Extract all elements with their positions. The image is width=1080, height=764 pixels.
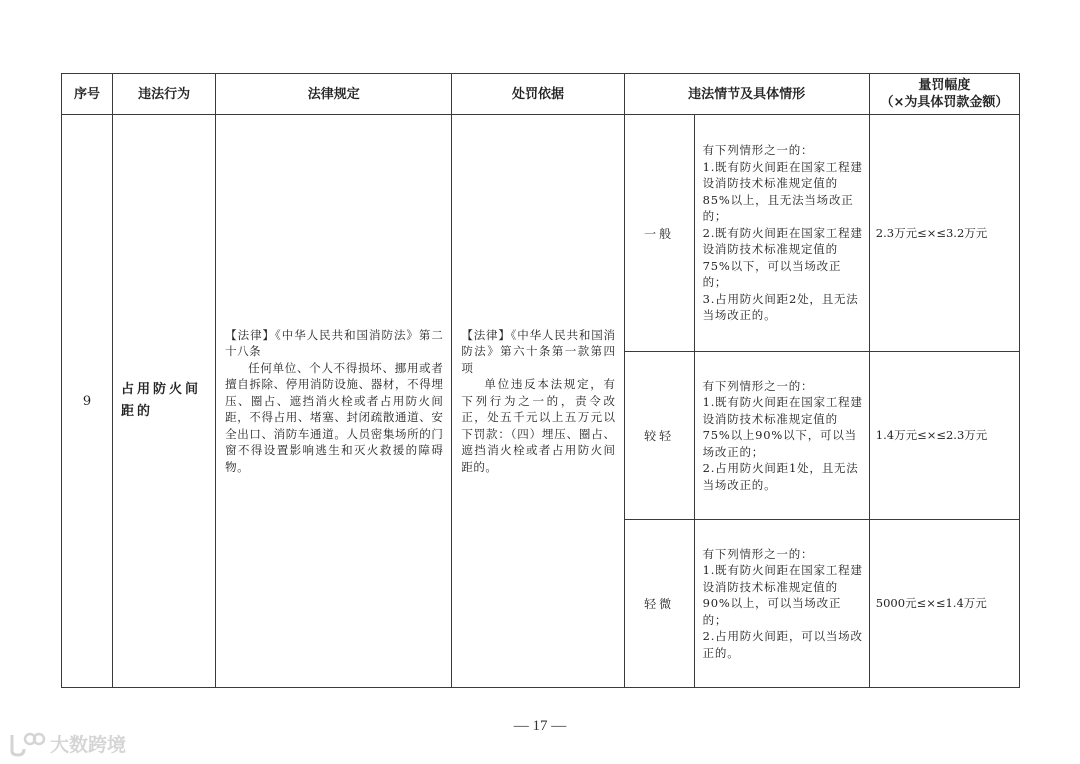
page-number: — 17 — bbox=[513, 718, 567, 734]
detail-line: 有下列情形之一的： bbox=[702, 143, 814, 158]
watermark-text: 大数跨境 bbox=[50, 734, 127, 756]
cell-detail-minor bbox=[694, 520, 869, 688]
cell-level-lighter: 较轻 bbox=[624, 352, 694, 520]
detail-line: 2.占用防火间距，可以当场改正的。 bbox=[702, 629, 863, 660]
cell-basis bbox=[452, 115, 624, 688]
cell-seq: 9 bbox=[62, 115, 113, 688]
header-range-line2: （×为具体罚款金额） bbox=[880, 95, 1009, 110]
header-circumstance: 违法情节及具体情形 bbox=[624, 74, 869, 115]
basis-title: 【法律】《中华人民共和国消防法》第六十条第一款第四项 bbox=[461, 327, 616, 375]
basis-body: 单位违反本法规定，有下列行为之一的，责令改正，处五千元以上五万元以下罚款：（四）埋压、圈占、遮挡消火栓或者占用防火间距的。 bbox=[461, 377, 616, 474]
table-row bbox=[62, 115, 1020, 352]
cell-range-lighter: 1.4万元≤×≤2.3万元 bbox=[869, 352, 1019, 520]
cell-range-minor: 5000元≤×≤1.4万元 bbox=[869, 520, 1019, 688]
detail-line: 1.既有防火间距在国家工程建设消防技术标准规定值的90%以上，可以当场改正的； bbox=[702, 563, 863, 627]
watermark-logo-icon bbox=[8, 731, 46, 757]
cell-law bbox=[216, 115, 452, 688]
cell-level-minor: 轻微 bbox=[624, 520, 694, 688]
detail-line: 1.既有防火间距在国家工程建设消防技术标准规定值的85%以上，且无法当场改正的； bbox=[702, 159, 863, 224]
header-basis: 处罚依据 bbox=[452, 74, 624, 115]
detail-line: 2.占用防火间距1处，且无法当场改正的。 bbox=[702, 461, 859, 492]
detail-line: 2.既有防火间距在国家工程建设消防技术标准规定值的75%以下，可以当场改正的； bbox=[702, 225, 863, 290]
header-law: 法律规定 bbox=[216, 74, 452, 115]
detail-line: 有下列情形之一的： bbox=[702, 378, 814, 393]
detail-line: 1.既有防火间距在国家工程建设消防技术标准规定值的75%以上90%以下，可以当场改正的； bbox=[702, 395, 863, 459]
law-title: 【法律】《中华人民共和国消防法》第二十八条 bbox=[225, 327, 444, 359]
cell-detail-lighter bbox=[694, 352, 869, 520]
cell-act: 占用防火间距的 bbox=[113, 115, 216, 688]
law-body: 任何单位、个人不得损坏、挪用或者擅自拆除、停用消防设施、器材，不得埋压、圈占、遮挡消火栓或者占用防火间距，不得占用、堵塞、封闭疏散通道、安全出口、消防车通道。人员密集场所的门窗不得设置影响逃生和灭火救援的障碍物。 bbox=[225, 360, 444, 474]
cell-detail-general bbox=[694, 115, 869, 352]
detail-line: 3.占用防火间距2处，且无法当场改正的。 bbox=[702, 291, 859, 323]
cell-range-general: 2.3万元≤×≤3.2万元 bbox=[869, 115, 1019, 352]
header-range bbox=[869, 74, 1019, 115]
header-act: 违法行为 bbox=[113, 74, 216, 115]
penalty-table bbox=[61, 73, 1020, 688]
detail-line: 有下列情形之一的： bbox=[702, 546, 814, 561]
table-header-row bbox=[62, 74, 1020, 115]
cell-level-general: 一般 bbox=[624, 115, 694, 352]
header-seq: 序号 bbox=[62, 74, 113, 115]
watermark bbox=[8, 730, 126, 757]
header-range-line1: 量罚幅度 bbox=[918, 78, 971, 93]
